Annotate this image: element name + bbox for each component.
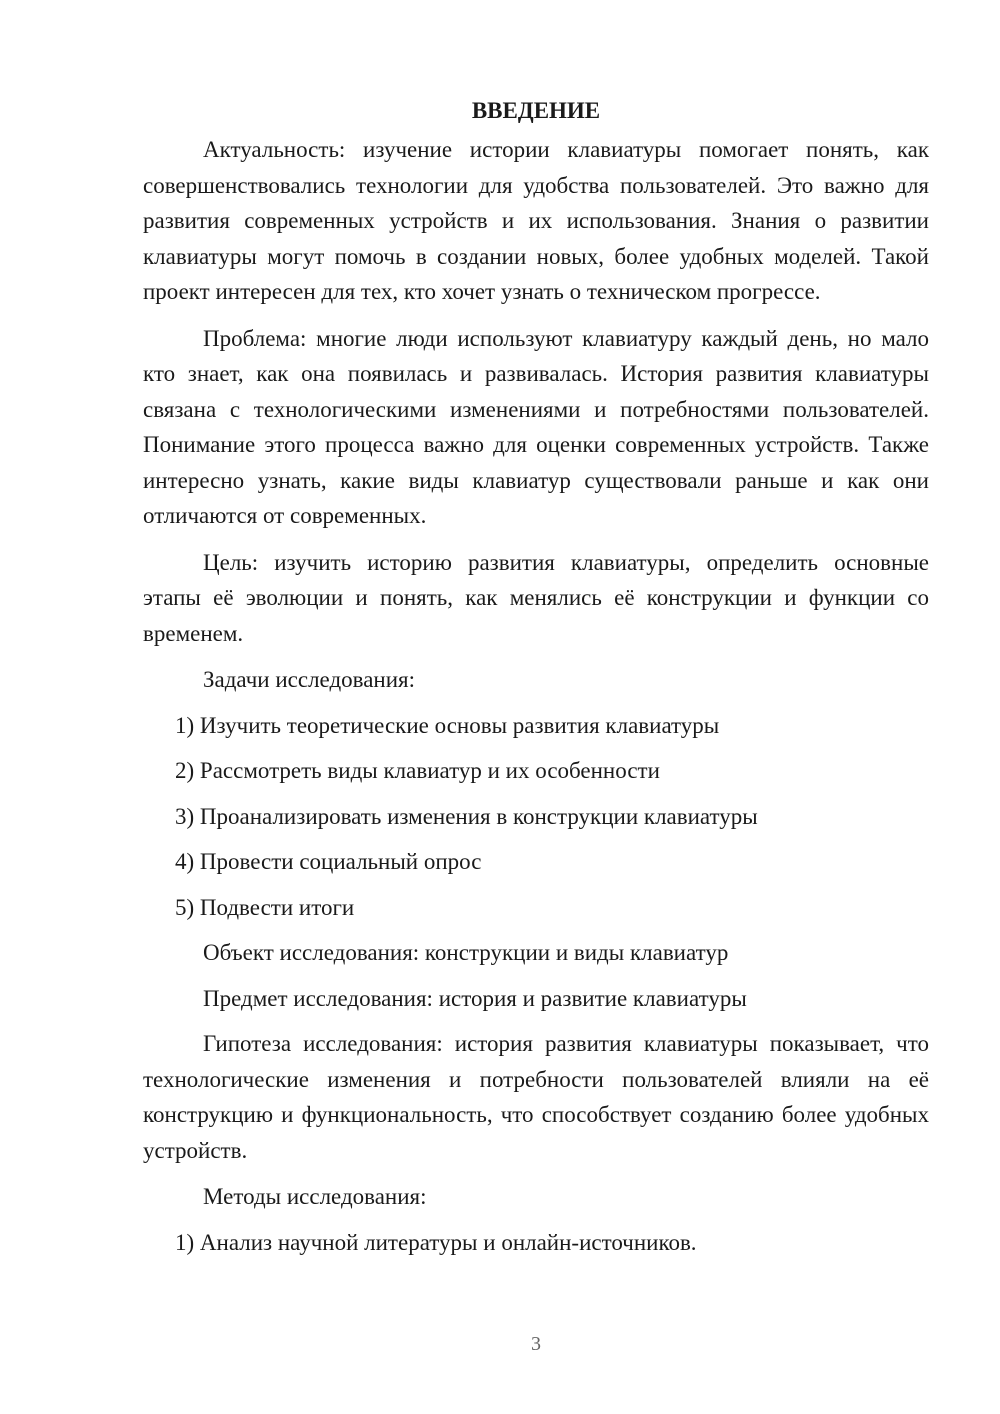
page-number: 3 <box>531 1333 541 1355</box>
relevance-paragraph: Актуальность: изучение истории клавиатуры помогает понять, как совершенствовались технологии для удобства пользователей. Это важно для развития современных устройств и их использования. Знания о развитии клавиатуры могут помочь в создании новых, более удобных моделей. Такой проект интересен для тех, кто хочет узнать о техническом прогрессе. <box>143 137 929 304</box>
list-item: 5) Подвести итоги <box>175 894 355 920</box>
list-item: 1) Анализ научной литературы и онлайн-источников. <box>175 1229 697 1255</box>
subject-paragraph: Предмет исследования: история и развитие клавиатуры <box>203 985 747 1011</box>
list-item: 2) Рассмотреть виды клавиатур и их особенности <box>175 758 660 783</box>
object-paragraph: Объект исследования: конструкции и виды клавиатур <box>203 940 729 965</box>
page-content <box>143 96 929 1270</box>
methods-heading: Методы исследования: <box>203 1184 427 1209</box>
list-item: 3) Проанализировать изменения в конструкции клавиатуры <box>175 803 758 829</box>
tasks-heading: Задачи исследования: <box>203 667 416 692</box>
section-title: ВВЕДЕНИЕ <box>471 98 601 123</box>
methods-list <box>143 1225 929 1261</box>
list-item: 1) Изучить теоретические основы развития клавиатуры <box>175 712 720 738</box>
problem-paragraph: Проблема: многие люди используют клавиатуру каждый день, но мало кто знает, как она появилась и развивалась. История развития клавиатуры связана с технологическими изменениями и потребностями пользователей. Понимание этого процесса важно для оценки современных устройств. Также интересно узнать, какие виды клавиатур существовали раньше и как они отличаются от современных. <box>143 325 929 528</box>
tasks-list <box>143 708 929 926</box>
goal-paragraph: Цель: изучить историю развития клавиатуры, определить основные этапы её эволюции и понять, как менялись её конструкции и функции со временем. <box>143 549 929 646</box>
list-item: 4) Провести социальный опрос <box>175 849 482 874</box>
hypothesis-paragraph: Гипотеза исследования: история развития клавиатуры показывает, что технологические изменения и потребности пользователей влияли на её конструкцию и функциональность, что способствует созданию более удобных устройств. <box>143 1031 929 1163</box>
